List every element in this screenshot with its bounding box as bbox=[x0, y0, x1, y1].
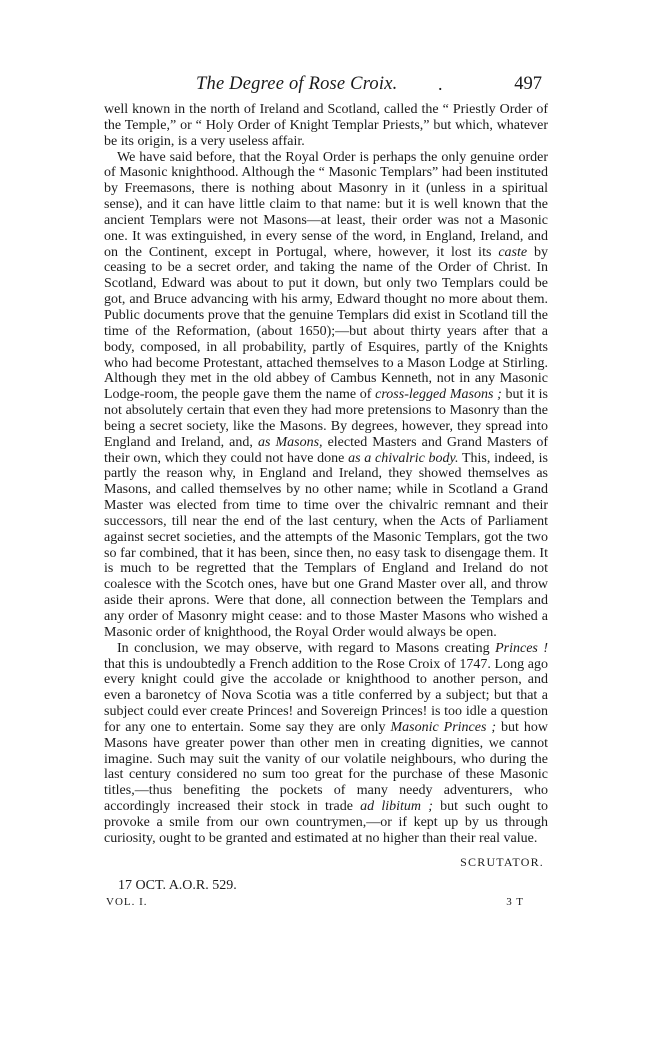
text-run: well known in the north of Ireland and Scotland, called the “ Priestly Order of the Temple,” or “ Holy Order of Knight Templar Priests,” but which, whatever be its origin, is a very useless affair. bbox=[104, 102, 548, 149]
page-footer bbox=[104, 896, 548, 912]
signature-mark: 3 T bbox=[506, 895, 524, 908]
italic-run: cross-legged Masons ; bbox=[375, 387, 502, 403]
paragraph-1 bbox=[104, 102, 548, 150]
text-run: that this is undoubtedly a French addition to the Rose Croix of 1747. Long ago every knight could give the accolade or knighthood to another person, and even a baronetcy of Nova Scotia was a title conferred by a subject; but that a subject could ever create Princes! and Sovereign Princes! is too idle a question for any one to entertain. Some say they are only bbox=[104, 656, 548, 735]
paragraph-2 bbox=[104, 150, 548, 641]
header-separator: . bbox=[438, 74, 443, 94]
running-title: The Degree of Rose Croix. bbox=[196, 74, 398, 94]
italic-run: Masonic Princes ; bbox=[390, 719, 497, 735]
body-text bbox=[104, 102, 548, 847]
text-run: In conclusion, we may observe, with regard to Masons creating bbox=[117, 640, 496, 656]
paragraph-3 bbox=[104, 641, 548, 847]
text-run: but how Masons have greater power than other men in creating dignities, we cannot imagine. Such may suit the vanity of our volatile neighbours, who during the last century considered no sum too great for the purchase of these Masonic titles,—thus benefiting the pockets of many needy adventurers, who accordingly increased their stock in trade bbox=[104, 719, 549, 815]
page-number: 497 bbox=[514, 74, 542, 94]
text-run: This, indeed, is partly the reason why, in England and Ireland, they showed themselves as Masons, and called themselves by no other name; while in Scotland a Grand Master was elected from time to time over the chivalric remnant and their successors, till near the end of the last century, when the Acts of Parliament against secret societies, and the attempts of the Masonic Templars, got the two so far combined, that it has been, since then, no easy task to disengage them. It is much to be regretted that the Templars of England and Ireland do not coalesce with the Scotch ones, have but one Grand Master over all, and throw aside their aprons. Were that done, all connection between the Templars and any order of Masonry might cease: and to those Master Masons who wished a Masonic order of knighthood, the Royal Order would always be open. bbox=[104, 450, 549, 640]
italic-run: Princes ! bbox=[495, 640, 548, 656]
text-run: but such ought to provoke a smile from our own countrymen,—or if kept up by us through curiosity, ought to be granted and estimated at no higher than their real value. bbox=[104, 799, 548, 846]
italic-run: as Masons, bbox=[257, 434, 323, 450]
text-run: elected Masters and Grand Masters of their own, which they could not have done bbox=[104, 434, 548, 466]
italic-run: caste bbox=[498, 244, 528, 260]
italic-run: ad libitum ; bbox=[360, 799, 433, 815]
text-run: We have said before, that the Royal Order is perhaps the only genuine order of Masonic knighthood. Although the “ Masonic Templars” had been instituted by Freemasons, there is nothing about Masonry in it (unless in a spiritual sense), and it can have little claim to that name: but it is well known that the ancient Templars were not Masons—at least, their order was not a Masonic one. It was extinguished, in every sense of the word, in England, Ireland, and on the Continent, except in Portugal, where, however, it lost its bbox=[104, 149, 548, 260]
dateline: 17 OCT. A.O.R. 529. bbox=[118, 877, 237, 893]
running-head bbox=[104, 74, 548, 102]
italic-run: as a chivalric body. bbox=[348, 450, 459, 466]
text-run: but it is not absolutely certain that even they had more pretensions to Masonry than the being a secret society, like the Masons. By degrees, however, they spread into England and Ireland, and, bbox=[104, 387, 549, 450]
page bbox=[104, 74, 548, 912]
text-run: by ceasing to be a secret order, and taking the name of the Order of Christ. In Scotland, Edward was about to put it down, but only two Templars could be got, and Bruce advancing with his army, Edward thought no more about them. Public documents prove that the genuine Templars did exist in Scotland till the time of the Reformation, (about 1650);—but about thirty years after that a body, composed, in all probability, partly of Esquires, partly of the Knights who had become Protestant, attached themselves to a Mason Lodge at Stirling. Although they met in the old abbey of Cambus Kenneth, not in any Masonic Lodge-room, the people gave them the name of bbox=[104, 244, 549, 403]
author-signature: SCRUTATOR. bbox=[460, 854, 544, 869]
volume-mark: VOL. I. bbox=[106, 895, 148, 908]
